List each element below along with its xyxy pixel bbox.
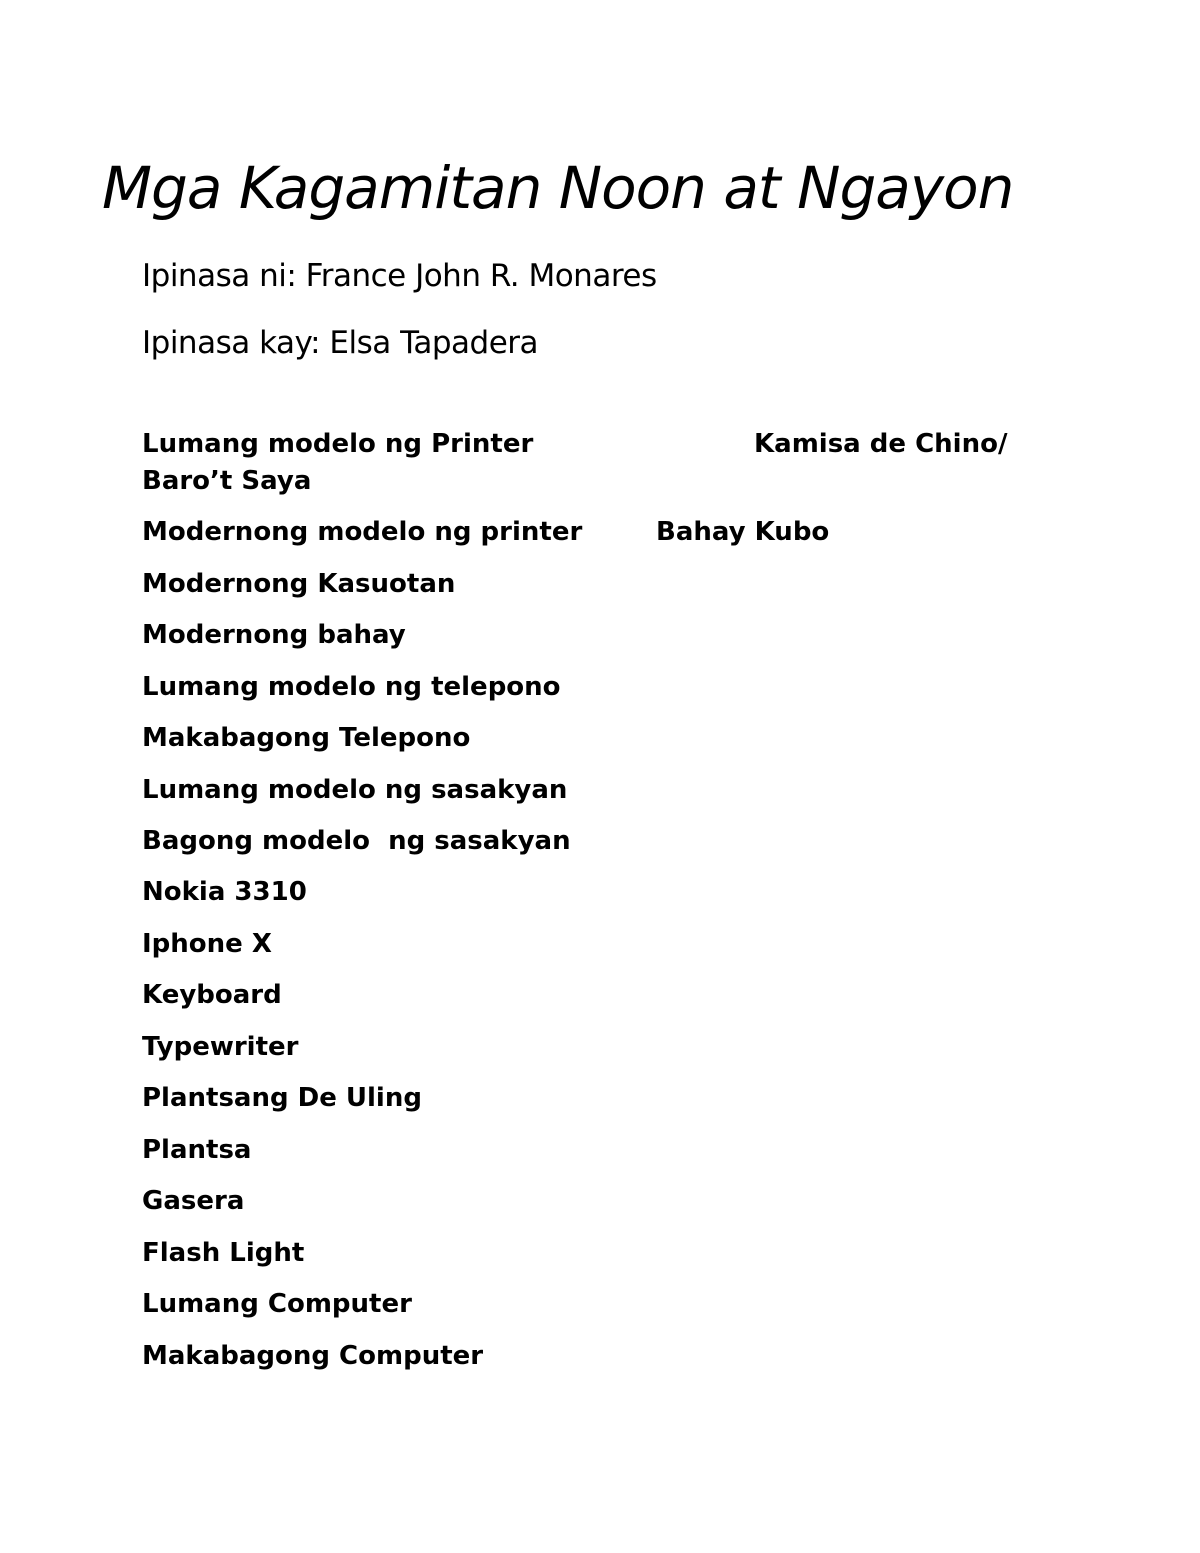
document-title: Mga Kagamitan Noon at Ngayon <box>102 154 1014 222</box>
list-item-text: Gasera <box>142 1186 245 1216</box>
list-item-text: Flash Light <box>142 1238 305 1268</box>
list-item-text: Lumang modelo ng Printer <box>142 429 534 459</box>
submitted-by: Ipinasa ni: France John R. Monares <box>142 258 657 294</box>
list-item <box>142 1029 298 1065</box>
list-item-right-text: Kamisa de Chino/ <box>754 429 1008 459</box>
list-item <box>142 426 1008 462</box>
list-item <box>142 823 571 859</box>
list-item-text: Plantsang De Uling <box>142 1083 422 1113</box>
list-item-text: Modernong bahay <box>142 620 406 650</box>
list-item-text: Nokia 3310 <box>142 877 307 907</box>
list-item-text: Makabagong Telepono <box>142 723 471 753</box>
list-item <box>142 1132 251 1168</box>
list-item <box>142 977 282 1013</box>
submitted-to: Ipinasa kay: Elsa Tapadera <box>142 325 539 361</box>
list-item <box>142 617 406 653</box>
list-item <box>142 926 272 962</box>
list-item <box>142 874 307 910</box>
list-item-text: Lumang modelo ng telepono <box>142 672 561 702</box>
list-item-text: Baro’t Saya <box>142 466 312 496</box>
list-item <box>142 772 567 808</box>
list-item-right-text: Bahay Kubo <box>656 517 830 547</box>
list-item-text: Lumang modelo ng sasakyan <box>142 775 568 805</box>
list-item <box>142 1183 244 1219</box>
list-item <box>142 463 311 499</box>
list-item <box>142 566 455 602</box>
list-item <box>142 669 561 705</box>
list-item <box>142 1080 422 1116</box>
list-item-text: Modernong modelo ng printer <box>142 517 583 547</box>
list-item-text: Makabagong Computer <box>142 1341 484 1371</box>
list-item-text: Plantsa <box>142 1135 252 1165</box>
list-item <box>142 1235 304 1271</box>
list-item-text: Bagong modelo ng sasakyan <box>142 826 571 856</box>
list-item-text: Modernong Kasuotan <box>142 569 456 599</box>
list-item <box>142 720 470 756</box>
list-item-text: Lumang Computer <box>142 1289 412 1319</box>
list-item <box>142 1338 483 1374</box>
list-item-text: Iphone X <box>142 929 272 959</box>
list-item-text: Typewriter <box>142 1032 299 1062</box>
list-item-text: Keyboard <box>142 980 282 1010</box>
list-item <box>142 1286 412 1322</box>
list-item <box>142 514 830 550</box>
